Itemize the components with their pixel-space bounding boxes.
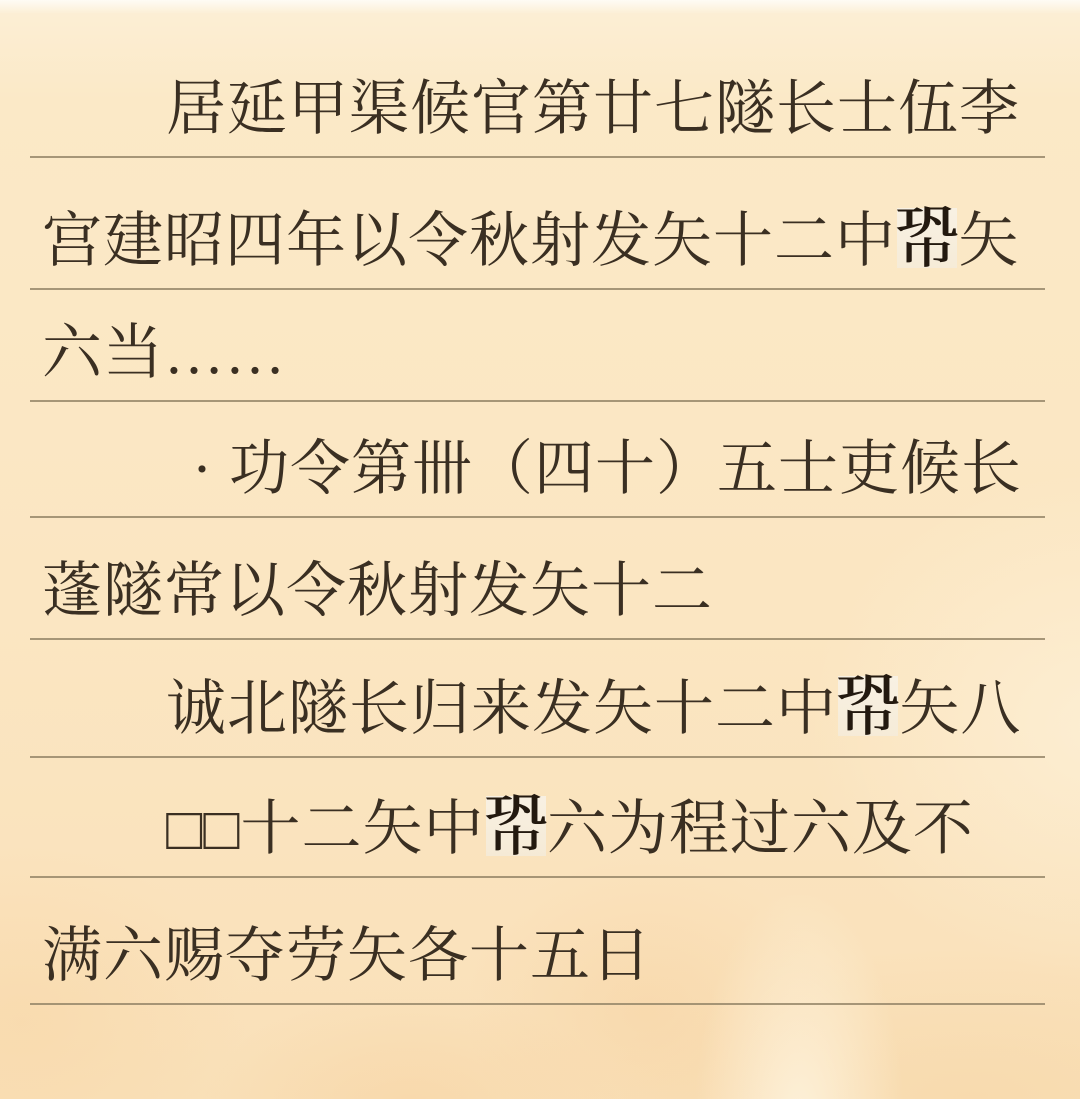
text-line-4 [30, 402, 1045, 518]
composite-char-gong-jin [484, 792, 547, 859]
text-line-8 [30, 878, 1045, 1005]
entry-bullet-dot: · [192, 436, 213, 502]
line-text: · 功令第卌（四十）五士吏候长 [192, 436, 1022, 502]
composite-char-top: 巩 [895, 204, 959, 242]
text-line-1 [30, 0, 1045, 158]
composite-char-gong-jin [895, 204, 959, 271]
text-line-6 [30, 640, 1045, 758]
composite-char-top: 巩 [484, 792, 547, 830]
text-line-3 [30, 290, 1045, 402]
transcription-text-block [30, 0, 1045, 1005]
line-text: 宫建昭四年以令秋射发矢十二中 巩 巾 矢 [42, 204, 1020, 274]
line-text: 居延甲渠候官第廿七隧长士伍李 [166, 76, 1020, 142]
line-text: 蓬隧常以令秋射发矢十二 [42, 558, 713, 624]
composite-char-top: 巩 [836, 672, 900, 710]
composite-char-bottom: 巾 [488, 824, 543, 859]
text-line-2 [30, 158, 1045, 290]
composite-char-bottom: 巾 [900, 236, 955, 271]
text-line-5 [30, 518, 1045, 640]
composite-char-gong-jin [836, 672, 900, 739]
line-text: □□十二矢中 巩 巾 六为程过六及不 [166, 792, 974, 862]
text-line-7 [30, 758, 1045, 878]
line-text: 满六赐夺劳矢各十五日 [42, 923, 652, 989]
composite-char-bottom: 巾 [841, 704, 896, 739]
line-text: 六当…… [42, 320, 286, 386]
line-text: 诚北隧长归来发矢十二中 巩 巾 矢八 [166, 672, 1022, 742]
